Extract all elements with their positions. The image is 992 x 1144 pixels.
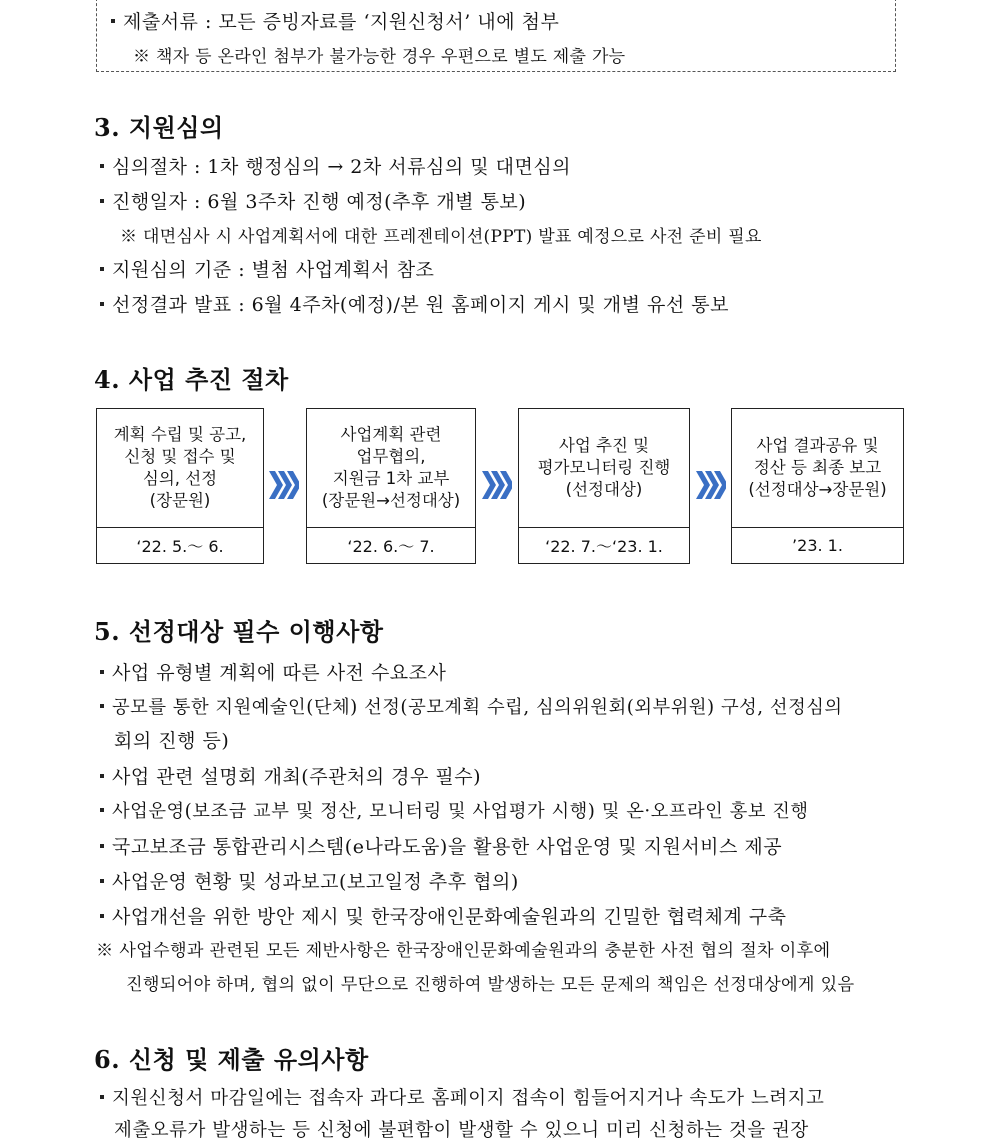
bullet-icon	[100, 670, 104, 674]
process-step-1	[96, 408, 264, 564]
bullet-icon	[100, 844, 104, 848]
chevron-right-icon	[480, 467, 512, 503]
section5-item-7	[100, 902, 787, 929]
section3-title: 3. 지원심의	[94, 113, 224, 142]
bullet-icon	[100, 808, 104, 812]
step-text-wrap	[732, 409, 903, 527]
section5-title: 5. 선정대상 필수 이행사항	[94, 617, 384, 646]
chevron-right-icon	[267, 467, 299, 503]
section5-item-1	[100, 658, 446, 685]
step-text-wrap	[97, 409, 263, 527]
item-text: 심의절차 : 1차 행정심의 → 2차 서류심의 및 대면심의	[112, 156, 572, 178]
section3-note: ※ 대면심사 시 사업계획서에 대한 프레젠테이션(PPT) 발표 예정으로 사전 준비 필요	[120, 227, 762, 247]
bullet-icon	[100, 164, 104, 168]
section3-item-announcement	[100, 290, 729, 317]
bullet-icon	[100, 704, 104, 708]
chevron-right-icon	[694, 467, 726, 503]
section6-item-1	[100, 1084, 824, 1110]
submission-documents-box	[96, 0, 896, 72]
section3-item-criteria	[100, 255, 434, 282]
submission-documents-line	[111, 7, 559, 34]
bullet-icon	[100, 302, 104, 306]
section3-item-date	[100, 187, 526, 214]
section5-item-3	[100, 762, 481, 789]
bullet-icon	[100, 914, 104, 918]
step-date: ‘22. 6.～ 7.	[307, 527, 475, 563]
step-text-wrap	[307, 409, 475, 527]
bullet-icon	[100, 879, 104, 883]
process-step-4	[731, 408, 904, 564]
step-date: ’23. 1.	[732, 527, 903, 563]
process-step-3	[518, 408, 690, 564]
item-text: 사업 관련 설명회 개최(주관처의 경우 필수)	[112, 766, 482, 788]
process-step-2	[306, 408, 476, 564]
section5-note-line2: 진행되어야 하며, 협의 없이 무단으로 진행하여 발생하는 모든 문제의 책임은 선정대상에게 있음	[126, 975, 855, 995]
item-text: 선정결과 발표 : 6월 4주차(예정)/본 원 홈페이지 게시 및 개별 유선 통보	[112, 294, 729, 316]
section4-title: 4. 사업 추진 절차	[94, 365, 289, 394]
step-date: ‘22. 5.～ 6.	[97, 527, 263, 563]
section5-note-line1: ※ 사업수행과 관련된 모든 제반사항은 한국장애인문화예술원과의 충분한 사전 협의 절차 이후에	[96, 941, 831, 961]
item-text: 국고보조금 통합관리시스템(e나라도움)을 활용한 사업운영 및 지원서비스 제공	[112, 836, 783, 858]
step-text: 사업계획 관련 업무협의, 지원금 1차 교부 (장문원→선정대상)	[321, 425, 461, 510]
bullet-icon	[100, 1095, 104, 1099]
step-date: ‘22. 7.～‘23. 1.	[519, 527, 689, 563]
submission-documents-text: 제출서류 : 모든 증빙자료를 ‘지원신청서’ 내에 첨부	[123, 11, 560, 33]
item-text: 사업운영(보조금 교부 및 정산, 모니터링 및 사업평가 시행) 및 온·오프라인 홍보 진행	[112, 801, 809, 822]
item-text: 공모를 통한 지원예술인(단체) 선정(공모계획 수립, 심의위원회(외부위원) 구성, 선정심의	[112, 697, 843, 718]
bullet-icon	[100, 267, 104, 271]
section6-item-1-cont: 제출오류가 발생하는 등 신청에 불편함이 발생할 수 있으니 미리 신청하는 것을 권장	[114, 1120, 809, 1141]
item-text: 사업개선을 위한 방안 제시 및 한국장애인문화예술원과의 긴밀한 협력체계 구축	[112, 906, 787, 928]
section6-title: 6. 신청 및 제출 유의사항	[94, 1045, 369, 1074]
bullet-icon	[100, 774, 104, 778]
step-text-wrap	[519, 409, 689, 527]
section5-item-2	[100, 693, 843, 719]
step-text: 사업 결과공유 및 정산 등 최종 보고 (선정대상→장문원)	[748, 436, 887, 499]
item-text: 진행일자 : 6월 3주차 진행 예정(추후 개별 통보)	[112, 191, 527, 213]
section5-item-5	[100, 832, 782, 859]
bullet-icon	[111, 19, 115, 23]
step-text: 계획 수립 및 공고, 신청 및 접수 및 심의, 선정 (장문원)	[113, 425, 247, 510]
item-text: 사업운영 현황 및 성과보고(보고일정 추후 협의)	[112, 871, 519, 893]
submission-note: ※ 책자 등 온라인 첨부가 불가능한 경우 우편으로 별도 제출 가능	[133, 47, 626, 67]
step-text: 사업 추진 및 평가모니터링 진행 (선정대상)	[537, 436, 671, 499]
item-text: 지원심의 기준 : 별첨 사업계획서 참조	[112, 259, 435, 281]
item-text: 지원신청서 마감일에는 접속자 과다로 홈페이지 접속이 힘들어지거나 속도가 느려지고	[112, 1088, 825, 1109]
section3-item-procedure	[100, 152, 571, 179]
section5-item-6	[100, 867, 519, 894]
section5-item-4	[100, 797, 809, 823]
bullet-icon	[100, 199, 104, 203]
section5-item-2-cont: 회의 진행 등)	[114, 730, 230, 752]
item-text: 사업 유형별 계획에 따른 사전 수요조사	[112, 662, 447, 684]
